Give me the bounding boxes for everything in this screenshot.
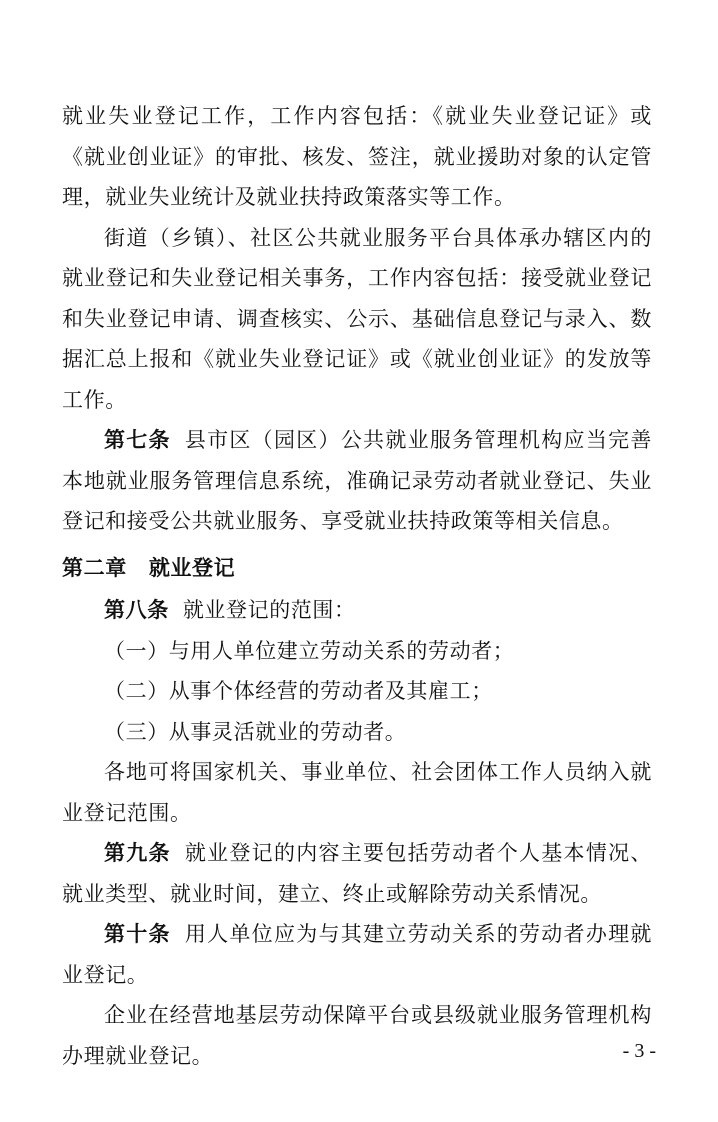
article-heading: 第八条 — [104, 598, 169, 622]
article-10 — [62, 914, 652, 995]
article-text: 县市区（园区）公共就业服务管理机构应当完善本地就业服务管理信息系统，准确记录劳动者就业登记、失业登记和接受公共就业服务、享受就业扶持政策等相关信息。 — [62, 428, 652, 533]
document-body — [62, 96, 652, 1076]
article-text: 就业登记的内容主要包括劳动者个人基本情况、就业类型、就业时间，建立、终止或解除劳动关系情况。 — [62, 841, 652, 906]
paragraph-enterprise-registration — [62, 995, 652, 1076]
article-7 — [62, 420, 652, 542]
chapter-number: 第二章 — [62, 555, 127, 580]
list-item — [62, 671, 652, 712]
article-heading: 第九条 — [104, 841, 171, 865]
list-item — [62, 712, 652, 753]
paragraph-continuation — [62, 96, 652, 218]
article-heading: 第七条 — [104, 428, 171, 452]
list-item — [62, 631, 652, 672]
article-heading: 第十条 — [104, 922, 171, 946]
article-text: 用人单位应为与其建立劳动关系的劳动者办理就业登记。 — [62, 922, 652, 987]
paragraph-text: 街道（乡镇）、社区公共就业服务平台具体承办辖区内的就业登记和失业登记相关事务，工作内容包括：接受就业登记和失业登记申请、调查核实、公示、基础信息登记与录入、数据汇总上报和《就业失业登记证》或《就业创业证》的发放等工作。 — [62, 225, 652, 412]
list-item-text: （三）从事灵活就业的劳动者。 — [104, 719, 407, 744]
chapter-heading — [62, 548, 652, 589]
chapter-title: 就业登记 — [148, 555, 236, 580]
paragraph-scope-extension — [62, 752, 652, 833]
list-item-text: （一）与用人单位建立劳动关系的劳动者； — [104, 638, 515, 663]
article-8 — [62, 590, 652, 631]
paragraph-text: 就业失业登记工作，工作内容包括：《就业失业登记证》或《就业创业证》的审批、核发、签注，就业援助对象的认定管理，就业失业统计及就业扶持政策落实等工作。 — [62, 104, 652, 209]
list-item-text: （二）从事个体经营的劳动者及其雇工； — [104, 679, 493, 703]
paragraph-text: 企业在经营地基层劳动保障平台或县级就业服务管理机构办理就业登记。 — [62, 1003, 652, 1068]
paragraph-street-platform — [62, 218, 652, 421]
page-number: - 3 - — [622, 1040, 656, 1062]
article-text: 就业登记的范围： — [182, 598, 356, 622]
article-9 — [62, 833, 652, 914]
paragraph-text: 各地可将国家机关、事业单位、社会团体工作人员纳入就业登记范围。 — [62, 760, 652, 825]
